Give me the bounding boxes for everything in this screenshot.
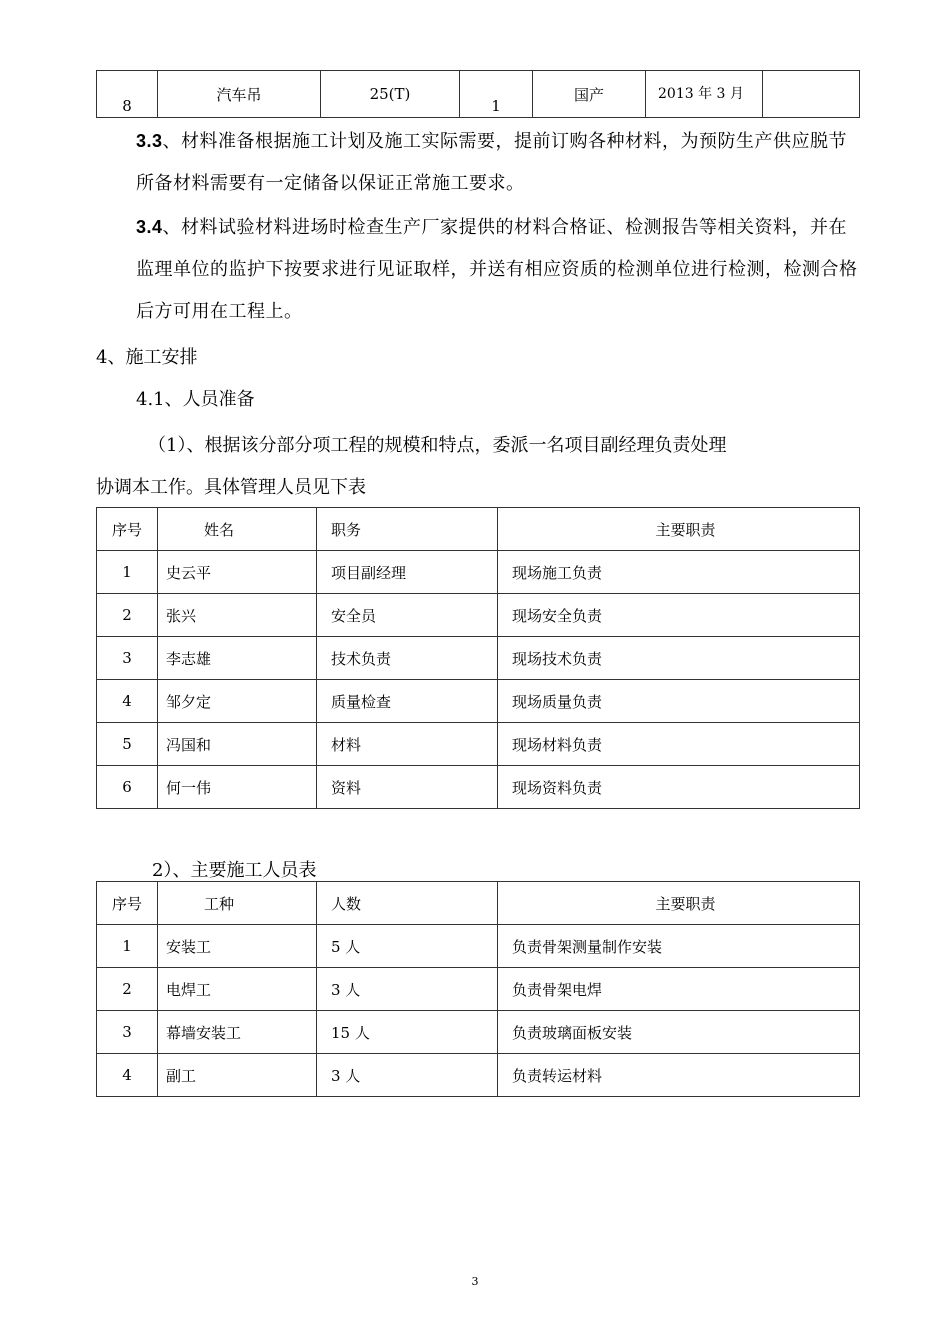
table-cell: 负责骨架电焊: [498, 968, 860, 1011]
table-cell: 3: [97, 1011, 158, 1054]
table-row: [97, 594, 860, 637]
table-cell: 1: [97, 925, 158, 968]
col-header: 序号: [97, 882, 158, 925]
table-cell: 现场施工负责: [498, 551, 860, 594]
table-cell: 6: [97, 766, 158, 809]
table-cell: 4: [97, 1054, 158, 1097]
table-row: [97, 680, 860, 723]
table-cell: 2: [97, 968, 158, 1011]
table-cell: 电焊工: [158, 968, 317, 1011]
section-3-3: [96, 120, 860, 205]
section-3-3-text: 、材料准备根据施工计划及施工实际需要，提前订购各种材料，为预防生产供应脱节所备材料需要有一定储备以保证正常施工要求。: [136, 131, 848, 194]
table-cell: 技术负责: [317, 637, 498, 680]
equipment-origin: 国产: [533, 71, 646, 118]
section-3-4: [96, 206, 860, 333]
section-4-title: 4、施工安排: [96, 347, 198, 368]
table-cell: 张兴: [158, 594, 317, 637]
table-cell: 史云平: [158, 551, 317, 594]
table-cell: 1: [97, 551, 158, 594]
table-cell: 2: [97, 594, 158, 637]
worker-table: [96, 881, 860, 1097]
staff-table: [96, 507, 860, 809]
table-cell: 邹夕定: [158, 680, 317, 723]
para-2-title: 2）、主要施工人员表: [152, 860, 317, 881]
table-cell: 3 人: [317, 968, 498, 1011]
table-cell: 3: [97, 637, 158, 680]
table-cell: 幕墙安装工: [158, 1011, 317, 1054]
table-cell: 5 人: [317, 925, 498, 968]
equipment-spec: 25(T): [321, 71, 460, 118]
col-header: 主要职责: [498, 508, 860, 551]
table-cell: 现场材料负责: [498, 723, 860, 766]
table-row: [97, 551, 860, 594]
table-header-row: [97, 882, 860, 925]
table-cell: 安全员: [317, 594, 498, 637]
section-4-1-title: 4.1、人员准备: [136, 389, 255, 410]
col-header: 序号: [97, 508, 158, 551]
col-header: 主要职责: [498, 882, 860, 925]
table-cell: 资料: [317, 766, 498, 809]
table-cell: 4: [97, 680, 158, 723]
equipment-name: 汽车吊: [158, 71, 321, 118]
section-3-3-number: 3.3: [136, 131, 163, 151]
equipment-date: 2013 年 3 月: [646, 71, 763, 118]
table-cell: 负责转运材料: [498, 1054, 860, 1097]
table-cell: 负责骨架测量制作安装: [498, 925, 860, 968]
table-row: [97, 723, 860, 766]
equipment-note: [763, 71, 860, 118]
col-header: 工种: [158, 882, 317, 925]
table-row: [97, 766, 860, 809]
table-cell: 现场质量负责: [498, 680, 860, 723]
table-row: [97, 925, 860, 968]
page-number: 3: [471, 1275, 479, 1288]
table-cell: 5: [97, 723, 158, 766]
table-header-row: [97, 508, 860, 551]
para-1-line2: 协调本工作。具体管理人员见下表: [96, 477, 366, 498]
table-cell: 15 人: [317, 1011, 498, 1054]
table-cell: 何一伟: [158, 766, 317, 809]
section-3-4-number: 3.4: [136, 217, 163, 237]
table-cell: 安装工: [158, 925, 317, 968]
table-cell: 质量检查: [317, 680, 498, 723]
table-cell: 副工: [158, 1054, 317, 1097]
table-cell: 负责玻璃面板安装: [498, 1011, 860, 1054]
table-row: [97, 968, 860, 1011]
table-cell: 项目副经理: [317, 551, 498, 594]
col-header: 职务: [317, 508, 498, 551]
table-cell: 现场技术负责: [498, 637, 860, 680]
table-cell: 李志雄: [158, 637, 317, 680]
table-cell: 冯国和: [158, 723, 317, 766]
para-1-line1: （1）、根据该分部分项工程的规模和特点，委派一名项目副经理负责处理: [148, 435, 727, 456]
equipment-no: 8: [97, 71, 158, 118]
table-cell: 现场安全负责: [498, 594, 860, 637]
col-header: 人数: [317, 882, 498, 925]
equipment-table: [96, 70, 860, 118]
table-cell: 现场资料负责: [498, 766, 860, 809]
section-3-4-text: 、材料试验材料进场时检查生产厂家提供的材料合格证、检测报告等相关资料，并在监理单位的监护下按要求进行见证取样，并送有相应资质的检测单位进行检测，检测合格后方可用在工程上。: [136, 217, 858, 322]
table-cell: 材料: [317, 723, 498, 766]
table-row: [97, 71, 860, 118]
table-row: [97, 1011, 860, 1054]
table-cell: 3 人: [317, 1054, 498, 1097]
table-row: [97, 1054, 860, 1097]
col-header: 姓名: [158, 508, 317, 551]
table-row: [97, 637, 860, 680]
equipment-qty: 1: [460, 71, 533, 118]
